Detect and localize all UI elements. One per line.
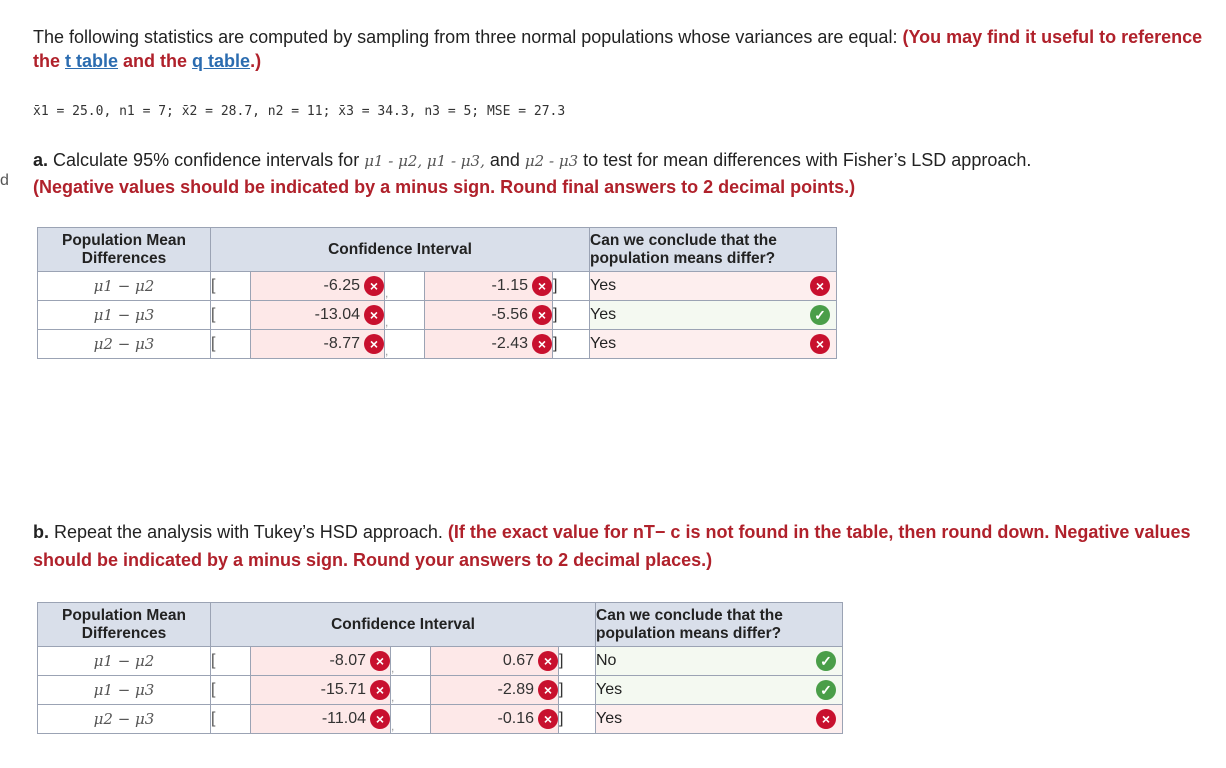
incorrect-x-icon: × [370,680,390,700]
incorrect-x-icon: × [532,334,552,354]
upper-bound-input[interactable] [431,647,559,676]
right-bracket: ] [559,676,596,705]
part-b-question: b. Repeat the analysis with Tukey’s HSD approach. (If the exact value for nT− c is not found in the table, then round down. Negative values should be indicated by a minus sign. Round your answers to 2 decimal places.) [33,522,1191,570]
header-conclusion: Can we conclude that the population means differ? [590,228,837,272]
conclusion-value: Yes [590,306,617,323]
table-row [38,647,843,676]
incorrect-x-icon: × [370,709,390,729]
interval-comma: , [385,330,425,359]
lower-bound-value: -6.25 [323,277,360,295]
right-bracket: ] [553,330,590,359]
left-bracket: [ [211,272,251,301]
correct-check-icon: ✓ [810,305,830,325]
incorrect-x-icon: × [810,334,830,354]
conclusion-select[interactable] [596,647,843,676]
left-bracket: [ [211,705,251,734]
part-a-question: a. Calculate 95% confidence intervals for μ1 - μ2, μ1 - μ3, and μ2 - μ3 to test for mean differences with Fisher’s LSD approach. (Negative values should be indicated by a minus sign. Round final answers to 2 decimal points.) [33,150,1032,197]
incorrect-x-icon: × [370,651,390,671]
right-bracket: ] [553,301,590,330]
incorrect-x-icon: × [538,709,558,729]
interval-comma: , [385,272,425,301]
upper-bound-value: 0.67 [502,652,534,670]
conclusion-value: No [596,652,617,669]
conclusion-select[interactable] [596,676,843,705]
lower-bound-value: -8.07 [329,652,366,670]
difference-expression: μ1 − μ2 [93,276,155,295]
header-population-mean-differences: Population Mean Differences [38,228,211,272]
left-bracket: [ [211,330,251,359]
mu-expr-2: μ2 - μ3 [524,152,579,170]
upper-bound-input[interactable] [425,272,553,301]
conclusion-value: Yes [590,335,617,352]
upper-bound-input[interactable] [431,705,559,734]
right-bracket: ] [559,647,596,676]
incorrect-x-icon: × [364,276,384,296]
interval-comma: , [391,676,431,705]
lower-bound-input[interactable] [251,272,385,301]
lower-bound-input[interactable] [251,705,391,734]
interval-comma: , [391,647,431,676]
incorrect-x-icon: × [810,276,830,296]
intro-text: The following statistics are computed by sampling from three normal populations whose variances are equal: [33,27,903,47]
table-row [38,676,843,705]
correct-check-icon: ✓ [816,651,836,671]
upper-bound-value: -5.56 [491,306,528,324]
conclusion-value: Yes [596,710,623,727]
incorrect-x-icon: × [538,651,558,671]
incorrect-x-icon: × [532,276,552,296]
conclusion-select[interactable] [590,301,837,330]
lower-bound-input[interactable] [251,301,385,330]
incorrect-x-icon: × [364,334,384,354]
conclusion-select[interactable] [590,330,837,359]
difference-expression: μ2 − μ3 [93,334,155,353]
difference-label [38,705,211,734]
part-b-instruction: (If the exact value for nT− c is not found in the table, then round down. Negative values should be indicated by a minus sign. Round your answers to 2 decimal places.) [33,522,1191,570]
conclusion-value: Yes [596,681,623,698]
table-row [38,705,843,734]
difference-expression: μ1 − μ2 [93,651,155,670]
incorrect-x-icon: × [538,680,558,700]
upper-bound-value: -0.16 [497,710,534,728]
difference-expression: μ2 − μ3 [93,709,155,728]
fisher-lsd-table [37,227,837,359]
incorrect-x-icon: × [364,305,384,325]
difference-label [38,647,211,676]
table-row [38,301,837,330]
header-conclusion: Can we conclude that the population means differ? [596,603,843,647]
mu-expr-1: μ1 - μ2, μ1 - μ3, [364,152,485,170]
header-confidence-interval: Confidence Interval [211,603,596,647]
lower-bound-input[interactable] [251,676,391,705]
upper-bound-input[interactable] [425,330,553,359]
lower-bound-value: -8.77 [323,335,360,353]
interval-comma: , [391,705,431,734]
left-bracket: [ [211,647,251,676]
incorrect-x-icon: × [532,305,552,325]
lower-bound-value: -11.04 [321,710,366,728]
upper-bound-input[interactable] [431,676,559,705]
difference-expression: μ1 − μ3 [93,305,155,324]
upper-bound-value: -2.43 [491,335,528,353]
table-row [38,272,837,301]
lower-bound-input[interactable] [251,647,391,676]
lower-bound-input[interactable] [251,330,385,359]
t-table-link[interactable]: t table [65,51,119,71]
right-bracket: ] [559,705,596,734]
part-a-instruction: (Negative values should be indicated by a minus sign. Round final answers to 2 decimal points.) [33,177,856,197]
table-row [38,330,837,359]
difference-label [38,272,211,301]
incorrect-x-icon: × [816,709,836,729]
sample-statistics: x̄1 = 25.0, n1 = 7; x̄2 = 28.7, n2 = 11; x̄3 = 34.3, n3 = 5; MSE = 27.3 [33,104,566,119]
tukey-hsd-table [37,602,843,734]
difference-label [38,676,211,705]
lower-bound-value: -15.71 [320,681,366,699]
difference-label [38,330,211,359]
interval-comma: , [385,301,425,330]
right-bracket: ] [553,272,590,301]
header-confidence-interval: Confidence Interval [211,228,590,272]
reference-hint: (You may find it useful to reference the t table and the q table.) [33,27,1203,71]
upper-bound-value: -2.89 [497,681,534,699]
edge-fragment: d [0,172,9,189]
conclusion-select[interactable] [590,272,837,301]
header-population-mean-differences: Population Mean Differences [38,603,211,647]
lower-bound-value: -13.04 [314,306,360,324]
upper-bound-input[interactable] [425,301,553,330]
q-table-link[interactable]: q table [192,51,251,71]
conclusion-value: Yes [590,277,617,294]
left-bracket: [ [211,676,251,705]
difference-expression: μ1 − μ3 [93,680,155,699]
left-bracket: [ [211,301,251,330]
correct-check-icon: ✓ [816,680,836,700]
conclusion-select[interactable] [596,705,843,734]
upper-bound-value: -1.15 [491,277,528,295]
difference-label [38,301,211,330]
problem-intro [33,25,1203,73]
